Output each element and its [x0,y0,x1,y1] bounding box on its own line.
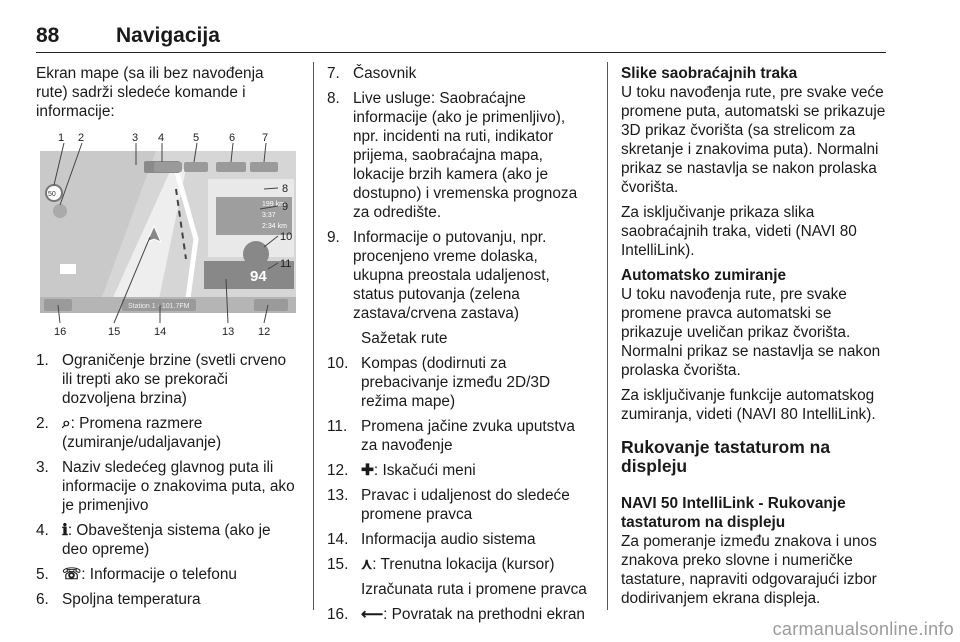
subheading-lane-images: Slike saobraćajnih traka [621,65,798,82]
list-item: 14. Informacija audio sistema [327,531,536,548]
watermark: carmanualsonline.info [772,619,954,639]
column-1 [36,64,298,615]
list-item: 9. Informacije o putovanju, npr. procenjeno vreme dolaska, ukupna preostala udaljenost, status putovanja (zelena zastava/crvena zastava) [327,229,550,322]
lane-sign [60,264,76,274]
list-item: 6. Spoljna temperatura [36,591,201,608]
callout-number: 1 [58,132,65,144]
list-item: 15. ⋏: Trenutna lokacija (kursor) [327,556,555,573]
page-header [36,22,886,53]
paragraph: U toku navođenja rute, pre svake veće promene puta, automatski se prikazuje 3D prikaz čvorišta (sa strelicom za skretanje i znakovima puta). Normalni prikaz se nastavlja se nakon prolaska čvorišta. [621,84,886,196]
intro-paragraph: Ekran mape (sa ili bez navođenja rute) sadrži sledeće komande i informacije: [36,65,264,120]
list-item: 10. Kompas (dodirnuti za prebacivanje između 2D/3D režima mape) [327,355,551,410]
callout-number: 3 [132,132,139,144]
callout-number: 6 [229,132,236,144]
callout-number: 10 [280,231,293,243]
paragraph: Za isključivanje prikaza slika saobraćajnih traka, videti (NAVI 80 IntelliLink). [621,204,857,259]
navigation-map-figure [36,129,298,337]
paragraph: Za isključivanje funkcije automatskog zumiranja, videti (NAVI 80 IntelliLink). [621,387,876,423]
paragraph: Za pomeranje između znakova i unos znakova preko slovne i numeričke tastature, napraviti odgovarajući izbor dodirivanjem ekrana displeja. [621,533,877,607]
speed-limit-value: 50 [48,191,56,198]
cursor-icon: ⋏ [361,556,373,573]
phone-button [184,162,208,172]
paragraph: U toku navođenja rute, pre svake promene pravca automatski se prikazuje uveličan prikaz čvorišta. Normalni prikaz se nastavlja se nakon prolaska čvorišta. [621,286,881,379]
zoom-button [53,204,67,218]
notification-button [154,162,182,172]
callout-number: 14 [154,326,167,337]
list-item: 4. ℹ: Obaveštenja sistema (ako je deo opreme) [36,522,271,558]
list-item: 16. ⟵: Povratak na prethodni ekran [327,606,585,623]
callout-number: 5 [193,132,200,144]
column-divider [607,62,608,610]
callout-number: 13 [222,326,235,337]
column-divider [313,62,314,610]
list-item: 13. Pravac i udaljenost do sledeće promene pravca [327,487,570,523]
list-subtext: Izračunata ruta i promene pravca [361,581,587,598]
page-number: 88 [36,24,60,47]
list-item: 5. ☏: Informacije o telefonu [36,566,237,583]
back-arrow-icon: ⟵ [361,606,384,623]
section-heading: Rukovanje tastaturom na displeju [621,437,831,476]
column-2 [327,64,589,630]
callout-number: 8 [282,183,289,195]
callout-number: 12 [258,326,271,337]
callout-number: 7 [262,132,269,144]
trip-info-line: 199 km [262,201,285,208]
info-icon: ℹ [62,522,68,539]
legend-list-1 [36,351,298,609]
list-item: 1. Ograničenje brzine (svetli crveno ili trepti ako se prekorači dozvoljena brzina) [36,352,287,407]
audio-info-text: Station 1 - 101.7FM [128,303,190,310]
plus-icon: ✚ [361,462,374,479]
zoom-icon: ⌕ [62,415,71,432]
list-subtext: Sažetak rute [361,330,448,347]
list-item: 2. ⌕: Promena razmere (zumiranje/udaljavanje) [36,415,222,451]
list-item: 12. ✚: Iskačući meni [327,462,476,479]
subheading-auto-zoom: Automatsko zumiranje [621,267,787,284]
callout-number: 9 [282,201,289,213]
callout-number: 15 [108,326,121,337]
map-screen-illustration [36,129,298,337]
direction-distance: 94 [250,268,267,285]
popup-menu-button [254,299,288,311]
callout-number: 16 [54,326,67,337]
phone-icon: ☏ [62,566,82,583]
trip-info-line: 2:34 km [262,223,287,230]
temperature-box [216,162,246,172]
list-item: 11. Promena jačine zvuka uputstva za navođenje [327,418,575,454]
list-item: 8. Live usluge: Saobraćajne informacije (ako je primenljivo), npr. incidenti na ruti, indikator prijema, saobraćajna mapa, lokacije brzih kamera (ako je dostupno) i vremenska prognoza za odredište. [327,90,578,221]
clock-box [250,162,278,172]
column-3 [621,64,889,614]
subheading-navi50: NAVI 50 IntelliLink - Rukovanje tastaturom na displeju [621,495,846,531]
list-item: 3. Naziv sledećeg glavnog puta ili informacije o znakovima puta, ako je primenjivo [36,459,295,514]
list-item: 7. Časovnik [327,65,417,82]
trip-info-line: 3:37 [262,212,276,219]
callout-number: 2 [78,132,85,144]
callout-number: 4 [158,132,165,144]
page-title: Navigacija [116,24,220,47]
callout-number: 11 [280,258,292,270]
